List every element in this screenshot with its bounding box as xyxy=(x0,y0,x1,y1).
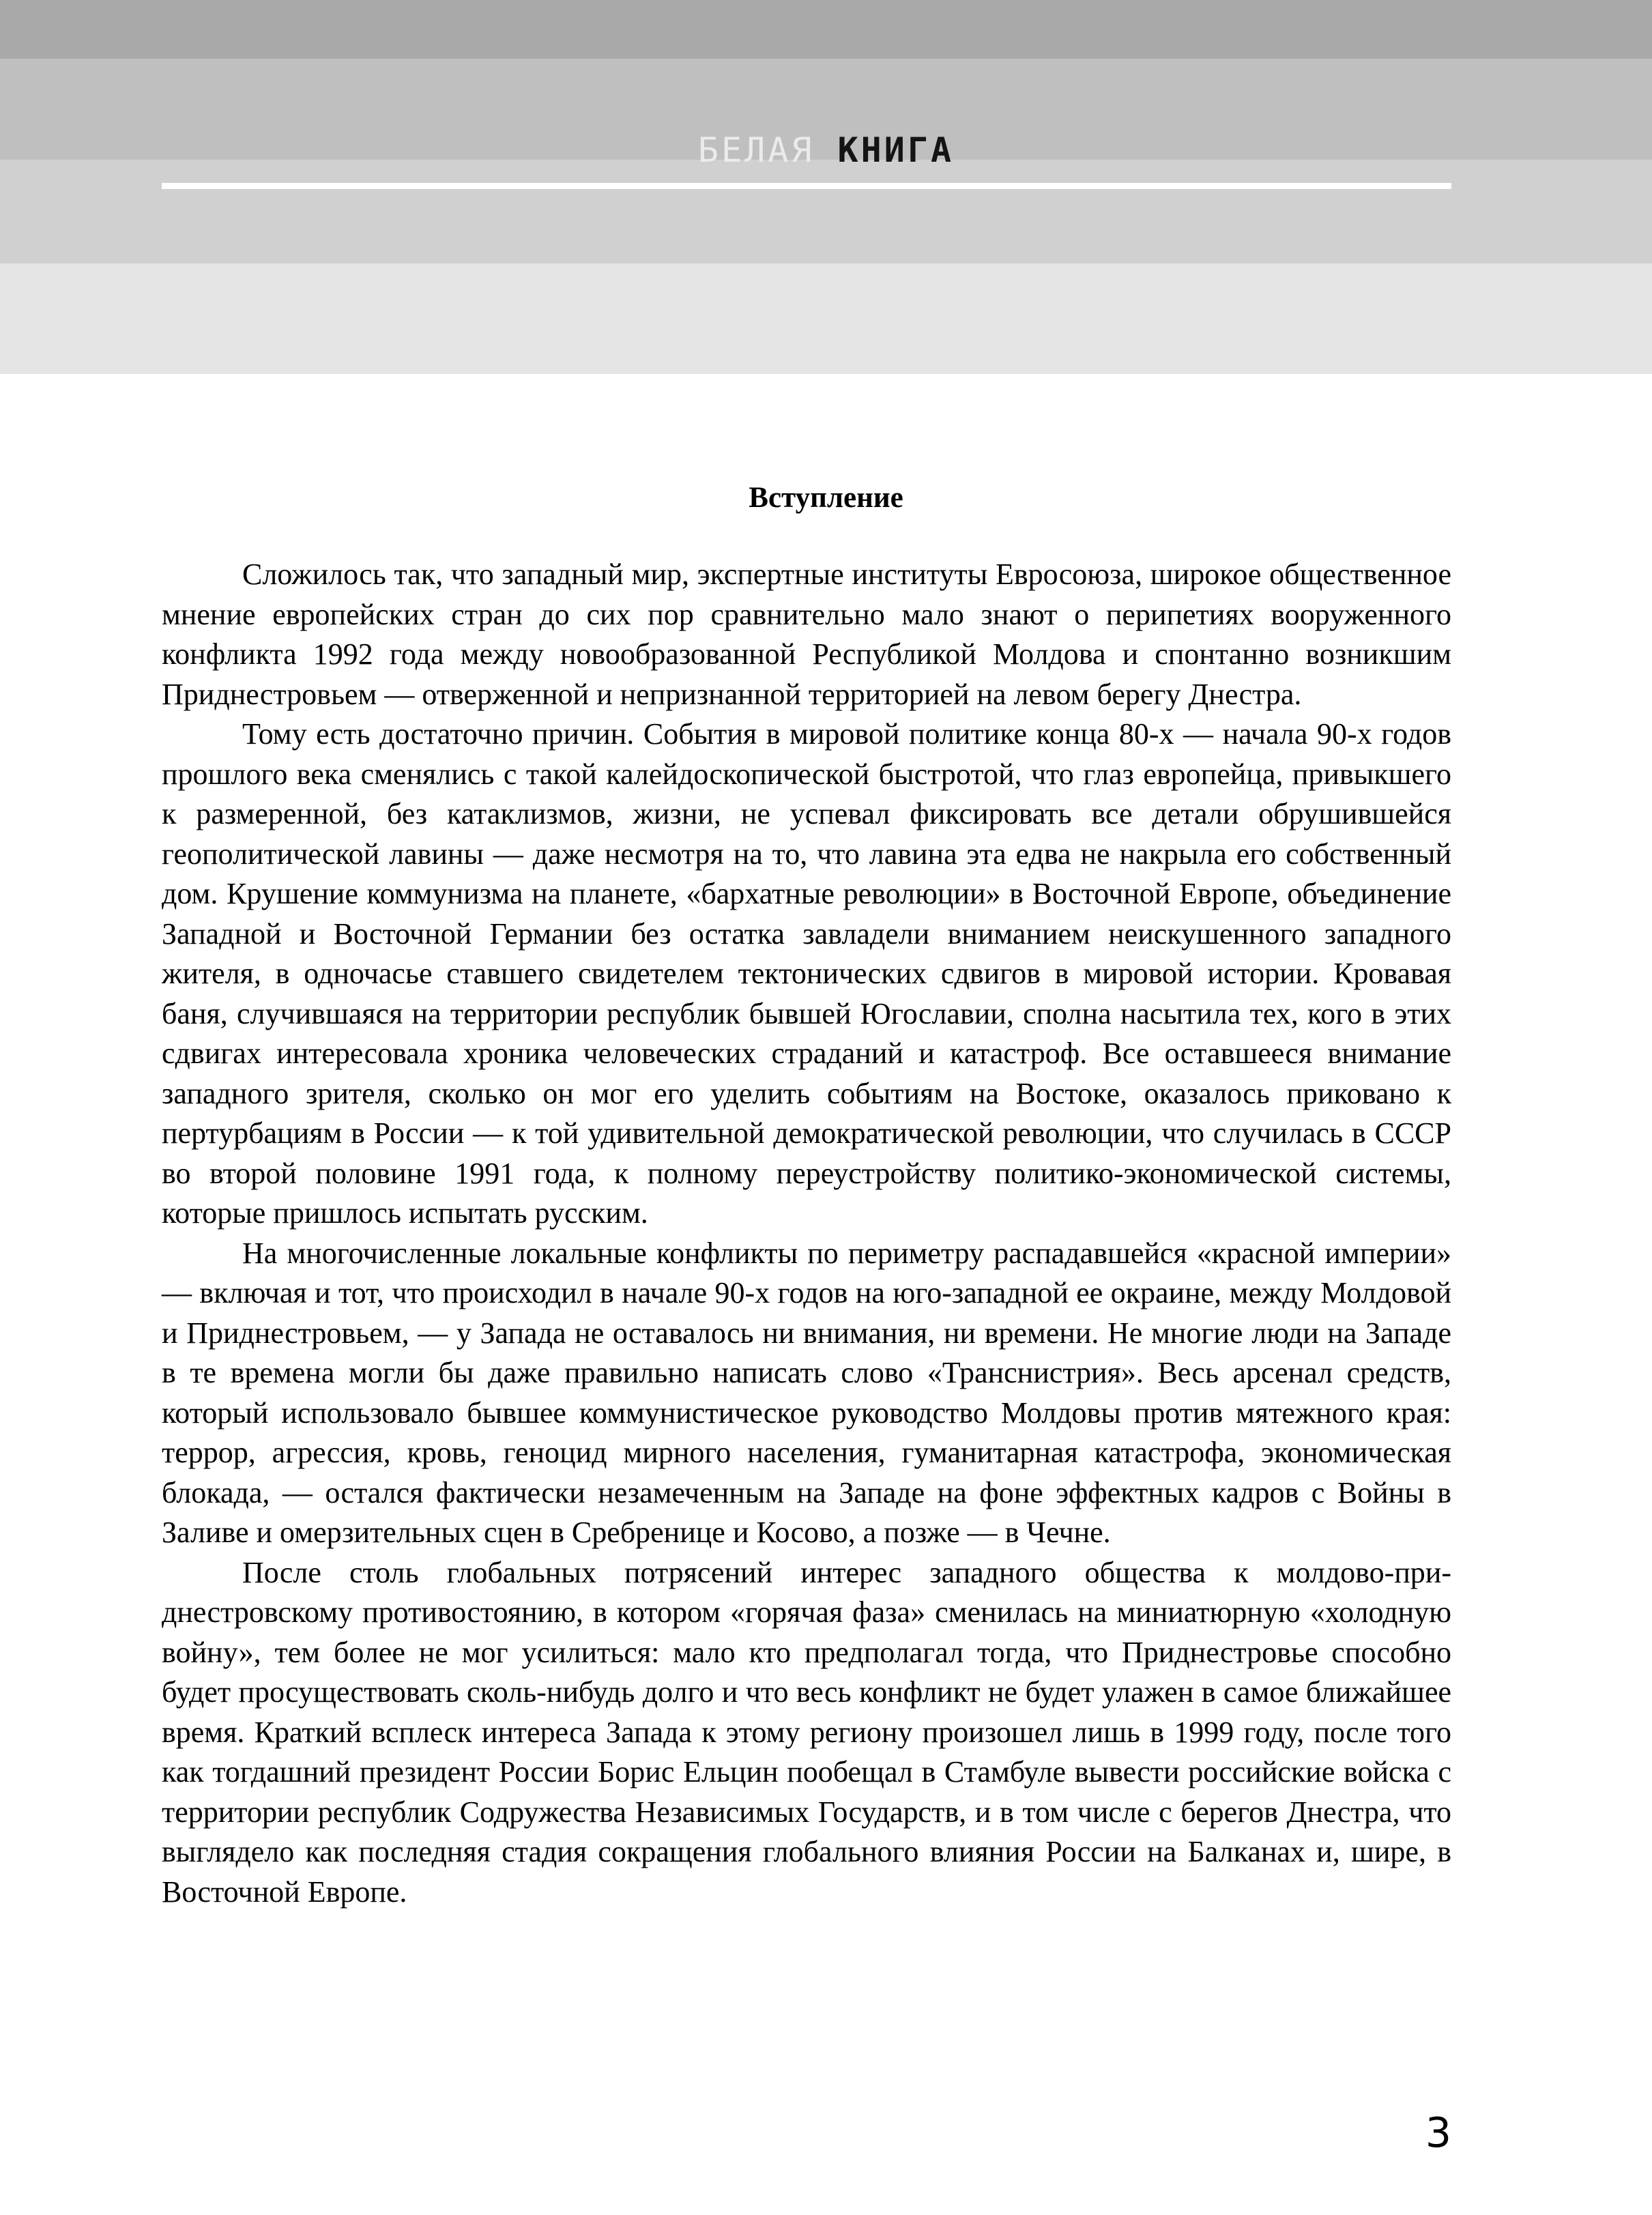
header-band-top xyxy=(0,0,1652,59)
running-header xyxy=(0,130,1652,171)
paragraph: Сложилось так, что западный мир, экспертные институты Евросоюза, широкое общественное мнение европейских стран до сих пор сравнительно мало знают о перипетиях вооруженного конфликта 1992 года между новообразованной Республикой Молдова и спонтанно возникшим Приднестровьем — отверженной и непризнанной территорией на левом берегу Днестра. xyxy=(162,558,1451,711)
section-heading: Вступление xyxy=(749,482,903,514)
page-number: 3 xyxy=(1425,2109,1451,2157)
running-header-light: БЕЛАЯ xyxy=(697,130,838,170)
header-band-bottom xyxy=(0,263,1652,374)
body-text xyxy=(162,555,1451,1912)
header-rule xyxy=(162,183,1451,189)
header-band-lower xyxy=(0,160,1652,263)
paragraph: На многочисленные локальные конфликты по периметру распадавшейся «красной империи» — включая и тот, что происходил в начале 90-х годов на юго-западной ее окраине, между Молдовой и Приднестровьем, — у Запада не оставалось ни внимания, ни времени. Не многие люди на Западе в те времена могли бы даже правильно написать слово «Транснистрия». Весь арсенал средств, который использовало бывшее коммунистическое руководство Молдовы против мятежного края: террор, агрессия, кровь, геноцид мирного населения, гуманитарная катастрофа, экономическая блокада, — остался фактически незамеченным на Западе на фоне эффектных кадров с Войны в Заливе и омерзительных сцен в Сребренице и Косово, а позже — в Чечне. xyxy=(162,1236,1451,1549)
running-header-dark: КНИГА xyxy=(837,130,955,170)
paragraph: После столь глобальных потрясений интерес западного общества к молдово-приднестровскому противостоянию, в котором «горячая фаза» сменилась на миниатюрную «холодную войну», тем более не мог усилиться: мало кто предполагал тогда, что Приднестровье способно будет просуществовать сколь-нибудь долго и что весь конфликт не будет улажен в самое ближайшее время. Краткий всплеск интереса Запада к этому региону произошел лишь в 1999 году, после того как тогдашний президент России Борис Ельцин пообещал в Стамбуле вывести российские войска с территории республик Содружества Независимых Государств, и в том числе с берегов Днестра, что выглядело как последняя стадия сокращения глобального влияния России на Балканах и, шире, в Восточной Европе. xyxy=(162,1555,1451,1909)
paragraph: Тому есть достаточно причин. События в мировой политике конца 80-х — начала 90-х годов прошлого века сменялись с такой калейдоскопической быстротой, что глаз европейца, привыкшего к размеренной, без катаклизмов, жизни, не успевал фиксировать все детали обрушившейся геополитической лавины — даже несмотря на то, что лавина эта едва не накрыла его собственный дом. Крушение коммунизма на планете, «бархатные революции» в Восточной Европе, объединение Западной и Восточной Германии без остатка завладели вниманием неискушенного западного жителя, в одночасье ставшего свидетелем тектонических сдвигов в мировой истории. Кровавая баня, случившаяся на территории республик бывшей Югославии, сполна насытила тех, кого в этих сдвигах интересовала хроника человеческих страданий и катастроф. Все оставшееся внимание западного зрителя, сколько он мог его уделить событиям на Востоке, оказалось приковано к пертурбациям в России — к той удивительной демократической революции, что случилась в СССР во второй половине 1991 года, к полному переустройству политико-экономической системы, которые пришлось испытать русским. xyxy=(162,717,1451,1230)
